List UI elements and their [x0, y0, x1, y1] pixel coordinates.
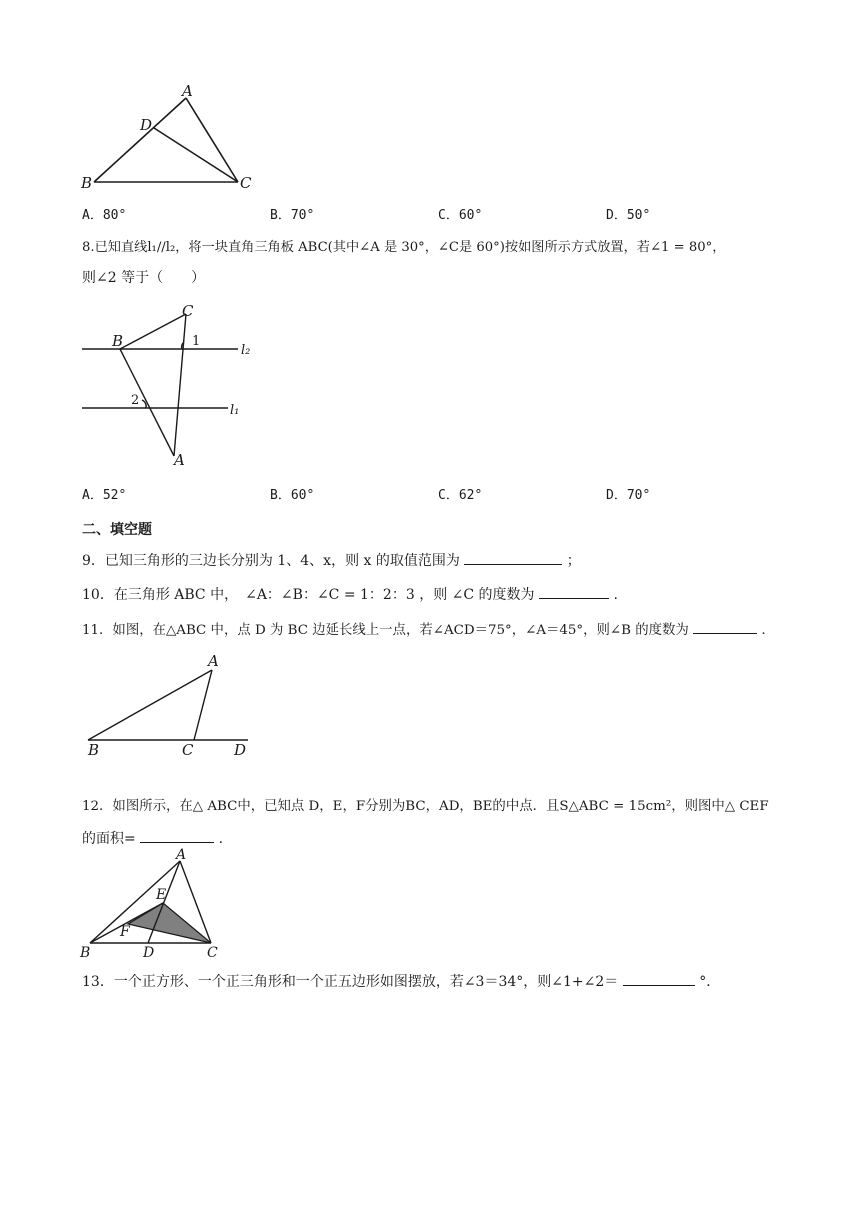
q12-tail: .: [218, 831, 224, 847]
q11-text: 11．如图，在△ABC 中，点 D 为 BC 边延长线上一点，若∠ACD＝75°，∠A＝45°，则∠B 的度数为: [82, 623, 689, 638]
q8-side-ca: [174, 314, 186, 456]
q12-label-c: C: [207, 945, 218, 961]
q13-text: 13．一个正方形、一个正三角形和一个正五边形如图摆放，若∠3＝34°，则∠1+∠2＝: [82, 974, 619, 990]
q9-text: 9．已知三角形的三边长分别为 1、4、x，则 x 的取值范围为: [82, 553, 460, 569]
q8-label-l2: l₂: [241, 343, 251, 358]
q8-option-c: C．62°: [438, 488, 483, 503]
q11-question: [82, 619, 766, 641]
q13-answer-blank[interactable]: [623, 971, 695, 986]
section-title-fill-in: 二、填空题: [82, 522, 152, 538]
q12-answer-blank[interactable]: [140, 828, 214, 843]
q8-side-bc: [120, 314, 186, 349]
q11-label-b: B: [88, 741, 100, 759]
q13-tail: °．: [699, 974, 721, 990]
q9-answer-blank[interactable]: [464, 550, 562, 565]
q8-question-line1: 8.已知直线l₁//l₂，将一块直角三角板 ABC(其中∠A 是 30°，∠C是 60°)按如图所示方式放置，若∠1 = 80°，: [82, 240, 726, 255]
q10-question: [82, 584, 618, 605]
q8-option-a: A．52°: [82, 488, 127, 503]
q10-tail: .: [613, 587, 618, 603]
q12-text: 的面积=: [82, 831, 136, 847]
q8-option-d: D．70°: [606, 488, 651, 503]
q11-side-ba: [88, 670, 212, 740]
q7-segment-dc: [154, 128, 238, 182]
q7-label-b: B: [81, 174, 93, 192]
q11-label-d: D: [234, 741, 247, 759]
q8-side-ba: [120, 349, 174, 456]
q8-angle2-arc: [142, 400, 146, 408]
q10-text: 10．在三角形 ABC 中， ∠A：∠B：∠C = 1：2：3 ，则 ∠C 的度数为: [82, 587, 535, 603]
q8-figure: [78, 300, 258, 470]
q13-question: [82, 971, 720, 992]
q7-label-c: C: [240, 174, 252, 192]
q11-answer-blank[interactable]: [693, 619, 757, 634]
q8-label-angle2: 2: [131, 393, 140, 408]
q8-label-l1: l₁: [230, 403, 240, 418]
q8-label-b: B: [112, 332, 124, 350]
q11-figure: [82, 652, 262, 760]
q12-label-f: F: [120, 924, 130, 940]
q12-label-e: E: [156, 887, 167, 903]
q8-option-b: B．60°: [270, 488, 315, 503]
q12-figure: [76, 845, 236, 961]
q8-label-c: C: [182, 302, 194, 320]
q12-label-a: A: [176, 847, 187, 863]
q7-option-a: A．80°: [82, 208, 127, 223]
q12-question-line1: 12．如图所示，在△ ABC中，已知点 D，E，F分别为BC，AD，BE的中点．且S△ABC = 15cm²，则图中△ CEF: [82, 799, 769, 814]
q7-option-b: B．70°: [270, 208, 315, 223]
q7-option-d: D．50°: [606, 208, 651, 223]
q11-label-a: A: [208, 652, 219, 670]
q9-tail: ；: [566, 553, 581, 569]
q7-option-c: C．60°: [438, 208, 483, 223]
q11-tail: .: [761, 623, 766, 638]
q11-label-c: C: [182, 741, 194, 759]
q8-question-line2: 则∠2 等于（ ）: [82, 270, 206, 286]
q10-answer-blank[interactable]: [539, 584, 609, 599]
q11-side-ac: [194, 670, 212, 740]
q7-side-ac: [186, 98, 238, 182]
q12-label-b: B: [80, 945, 91, 961]
q8-label-angle1: 1: [192, 334, 201, 349]
q12-label-d: D: [143, 945, 155, 961]
q7-figure: [78, 84, 258, 194]
q9-question: [82, 550, 581, 571]
q7-label-d: D: [140, 116, 153, 134]
q7-label-a: A: [182, 84, 193, 100]
q8-label-a: A: [174, 451, 185, 469]
